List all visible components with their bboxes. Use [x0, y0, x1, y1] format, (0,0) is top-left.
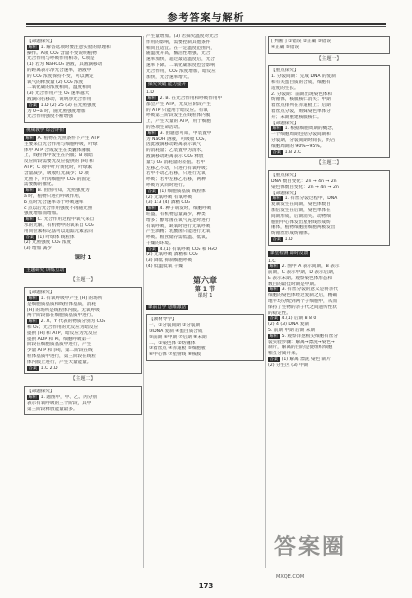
- text-line: 提供 [H] 和 ATP，暗反应为光反应: [27, 330, 98, 336]
- text-line: 干燥的环境。: [146, 240, 174, 246]
- text-line: 答案 1.D: [272, 236, 293, 242]
- text-line: a 时，植物只进行呼吸作用，: [24, 193, 84, 199]
- text-line: 【命题探究】: [27, 290, 55, 296]
- text-line: 加倍发生在后期，染色单体在: [271, 207, 331, 213]
- text-line: (1) 若为 NaHCO₃ 溶液，其液滴移动: [27, 62, 103, 68]
- page-title: 参考答案与解析: [167, 13, 245, 24]
- column-divider: [143, 36, 144, 568]
- text-line: 【教材导学】: [149, 317, 177, 323]
- text-line: (2) 无氧呼吸 酒精和 CO₂: [146, 252, 198, 258]
- text-line: 1.C: [268, 258, 276, 264]
- topic-heading: 【主题一】: [316, 55, 342, 62]
- column-3: [268, 34, 390, 569]
- text-block: [24, 136, 142, 252]
- text-line: 答案 (1) 叶绿体 线粒体: [25, 234, 75, 240]
- chapter-title: 第六章: [193, 275, 217, 285]
- topic-heading: 【主题二】: [316, 160, 342, 167]
- text-line: 1.D: [146, 90, 154, 96]
- text-line: 的各项生命活动。: [146, 124, 183, 130]
- text-line: 解析 1. 根据细胞周期的概念，: [272, 126, 337, 132]
- text-line: 的稳定性。: [268, 310, 291, 316]
- text-block: [149, 317, 261, 358]
- text-line: 两个阶段都在细胞质基质中进行。: [27, 313, 96, 319]
- text-line: ATP；C 项中叶片黄化时，叶绿素: [24, 164, 93, 170]
- text-line: 光合作用，CO₂ 浓度增加，暗反应: [146, 68, 216, 74]
- topic-heading: 【主题一】: [70, 277, 96, 284]
- answer-box: [24, 36, 142, 123]
- text-line: 速率下降。二氧化碳浓度也会影响: [146, 62, 215, 68]
- text-line: 的消耗量；乙装置中为清水，: [146, 148, 206, 154]
- answer-tag: 解析: [28, 395, 38, 401]
- text-line: 一个细胞周期包括分裂间期和: [271, 132, 331, 138]
- text-block: [27, 389, 139, 412]
- text-line: 光照下，叶肉细胞中 CO₂ 的固定: [24, 176, 91, 182]
- text-line: 产生量增加。(3) 若探究温度对光合: [146, 34, 219, 39]
- watermark-text: 答案圈: [274, 535, 347, 560]
- text-line: DNA 数目变化：2n → 4n → 2n: [271, 178, 337, 184]
- text-line: 是细胞质基质和线粒体基质，消耗: [27, 301, 96, 307]
- text-block: [27, 39, 139, 120]
- text-line: 因此液滴移动距离表示氧气: [146, 142, 202, 148]
- text-line: 主要来自光合作用与细胞呼吸，叶绿: [24, 141, 98, 147]
- text-line: 间期形成，后期消失。动物细: [271, 213, 331, 219]
- answer-box: [268, 170, 390, 246]
- answer-tag: 答案: [28, 365, 38, 371]
- text-line: 都会产生 ATP，光反应阶段产生: [146, 101, 211, 107]
- text-line: 答案 1.D (2) 25 (3) 在光照强度: [28, 102, 97, 108]
- text-line: 上，产生大量的 ATP，用于细胞: [146, 119, 211, 125]
- text-line: 量与 O₂ 消耗量的差值。若甲: [146, 159, 205, 165]
- answer-tag: 解析: [269, 264, 279, 270]
- text-line: 增多；酵母菌在氧气充足时进行: [146, 217, 211, 223]
- answer-tag: 解析: [28, 44, 38, 50]
- text-line: (3) 降低 抑制细胞呼吸: [146, 258, 193, 264]
- text-block: [271, 68, 387, 155]
- text-line: 解析 1. 有丝分裂过程中，DNA: [272, 196, 338, 202]
- text-block: [146, 90, 264, 270]
- text-line: 需要酶的催化。: [24, 182, 57, 188]
- text-line: 着丝点排列在赤道板上；后期: [271, 103, 331, 109]
- text-line: 答案 1.C 2.D: [28, 365, 58, 371]
- text-line: 【命题探究】: [271, 190, 299, 196]
- text-block: [27, 290, 139, 371]
- text-block: [268, 259, 390, 369]
- text-line: 呼吸；若甲左移乙右移，两种: [146, 177, 206, 183]
- text-line: 保持了生物的亲子代之间遗传性状: [268, 304, 337, 310]
- text-line: 光合作用与呼吸作用相等，C项是: [27, 56, 95, 62]
- text-line: b 点时光合速率等于呼吸速率: [24, 199, 84, 205]
- text-line: 旺盛，有机物总量减少，种类: [146, 211, 206, 217]
- answer-box: [268, 36, 390, 54]
- text-line: 答案 4.(1) 后期 8 8 0: [269, 316, 317, 322]
- text-line: 操作。A项 CO₂ 含量不变说明植物: [27, 50, 97, 56]
- text-line: 和有关蛋白质的合成，细胞有: [271, 79, 331, 85]
- text-line: 开；末期重建核膜核仁。: [271, 114, 322, 120]
- text-line: 的 ATP 只能用于暗反应。有氧: [146, 107, 208, 113]
- text-line: 解析 1. 题图中，甲、乙、丙分别: [28, 395, 97, 401]
- answer-tag: 解析: [269, 287, 279, 293]
- text-line: 液滴向右移动，说明净光合作用: [27, 96, 92, 102]
- text-line: 制片，解离的目的是使组织细胞: [268, 345, 333, 351]
- text-line: 加快，光合速率增大。: [146, 74, 192, 80]
- text-line: 解析 4. 种子萌发时，细胞呼吸: [147, 206, 212, 212]
- text-line: 用同位素标记法可以追踪元素去向: [24, 228, 93, 234]
- text-line: 裂实验步骤：解离→漂洗→染色→: [268, 339, 335, 345]
- header-rule-thin: [26, 26, 386, 27]
- text-line: 氧气的释放量 (2) CO₂ 浓度: [27, 79, 84, 85]
- answer-tag: 解析: [28, 319, 38, 325]
- text-block: [146, 34, 264, 80]
- text-line: ⑤前期 ⑥中期 ⑦后期 ⑧末期: [149, 334, 207, 340]
- text-line: (2) 光照强度 CO₂ 浓度: [24, 240, 72, 246]
- text-line: 产生酒精；乳酸菌只能进行无氧: [146, 229, 211, 235]
- text-line: 反应阶段需要光反应提供的 [H] 和: [24, 159, 94, 165]
- text-line: 纺锤体，核膜核仁消失；中期: [271, 97, 331, 103]
- text-line: 左移乙不动，只进行有氧呼吸；: [146, 165, 211, 171]
- section-heading: 探究突破 能力提升: [148, 82, 187, 88]
- text-line: 解析 5. 观察洋葱根尖细胞有丝分: [269, 333, 338, 339]
- text-line: 染色体数目变化：2n → 4n → 2n: [271, 184, 339, 190]
- text-block: [271, 173, 387, 243]
- text-line: 的 CO₂ 浓度保持不变，可以测定: [27, 73, 94, 79]
- text-line: 粒体基质中进行，第三阶段在线粒: [27, 354, 96, 360]
- text-line: 解析 A. 植物在光照条件下产生 ATP: [25, 135, 100, 141]
- text-line: 解析 C. 光合作用过程中氧气来自: [25, 217, 95, 223]
- text-line: 复制发生在间期，染色体数目: [271, 202, 331, 208]
- text-line: 速率加快，超过最适温度后，光合: [146, 57, 215, 63]
- text-line: 【重点探究】: [271, 173, 299, 179]
- text-line: 含量减少，吸收红光减少；D 项: [24, 170, 89, 176]
- answer-tag: 解析: [147, 95, 157, 101]
- text-line: 第三阶段释放能量最多。: [27, 406, 78, 412]
- text-line: 解析 B. 由图可知，光照强度为: [25, 188, 90, 194]
- text-line: 解析 1. 解答选项时要注意实验的原理和: [28, 44, 111, 50]
- watermark-stamp: [270, 520, 400, 582]
- answer-tag: 答案: [25, 234, 35, 240]
- text-line: 解析 3. 有丝分裂的意义是将亲代: [269, 287, 338, 293]
- column-2: [146, 34, 264, 569]
- text-line: 阶段在细胞质基质中进行，产生: [27, 342, 92, 348]
- text-line: 解析 3. 由题意可知，甲装置中: [147, 130, 212, 136]
- text-line: 2. 分裂期：前期出现染色体和: [271, 91, 332, 97]
- text-line: 1. 分裂间期：完成 DNA 的复制: [271, 74, 336, 80]
- text-line: 答案 (1) 解离 漂洗 染色 制片: [269, 357, 331, 363]
- text-line: 一、①分裂间期 ②分裂期: [149, 323, 201, 329]
- answer-tag: 解析: [269, 333, 279, 339]
- text-line: 呼吸方式同时进行。: [146, 182, 188, 188]
- text-line: 体中 ATP 合成发生在类囊体薄膜: [24, 147, 91, 153]
- answer-tag: 解析: [25, 217, 35, 223]
- text-line: 作用的影响，需要控制其他条件: [146, 39, 211, 45]
- text-line: 适度的生长。: [271, 85, 299, 91]
- text-line: 强度增加而增加。: [24, 211, 61, 217]
- text-line: 分裂期，分裂间期时间长，约占: [271, 137, 336, 143]
- answer-tag: 答案: [269, 357, 279, 363]
- text-line: 细胞周期的 90%~95%。: [271, 143, 325, 149]
- text-line: 为 0~a 时，随光照强度增加: [27, 108, 86, 114]
- text-line: 解析 2. 图中 A 表示间期，B 表示: [269, 264, 340, 270]
- text-line: 解析 2. B. 在光合作用和呼吸作用中: [147, 95, 223, 101]
- text-line: 体内膜上进行，产生大量能量。: [27, 359, 92, 365]
- text-line: c 点以后光合作用强度不再随光照: [24, 205, 93, 211]
- lesson-label: 课时 1: [197, 292, 213, 299]
- answer-tag: 解析: [272, 196, 282, 202]
- answer-tag: 解析: [25, 135, 35, 141]
- answer-box: [268, 65, 390, 158]
- text-line: 为 NaOH 溶液，可吸收 CO₂，: [146, 136, 210, 142]
- section-heading: 主题研究 讲练互动: [26, 267, 65, 273]
- text-line: 表示有氧呼吸的三个阶段，其中: [27, 400, 92, 406]
- text-line: 随温度升高，酶活性增强，光合: [146, 51, 211, 57]
- text-line: ⑥中心体 ⑦星射线 ⑧核膜: [149, 352, 202, 358]
- text-line: 解析 1. 有氧呼吸中产生 [H] 的场所: [28, 296, 103, 302]
- text-line: 答案 4.(1) 有氧呼吸 CO₂ 和 H₂O: [147, 246, 217, 252]
- text-line: (2) 4 (3) DNA 复制: [268, 322, 310, 328]
- answer-tag: 答案: [147, 188, 157, 194]
- text-line: 解析 2. X、Y 代表的物质分别为 CO₂: [28, 319, 106, 325]
- text-line: (4) 低温低氧 干燥: [146, 264, 183, 270]
- text-line: 呼吸第三阶段发生在线粒体内膜: [146, 113, 211, 119]
- page-header: [0, 0, 412, 36]
- answer-tag: 解析: [28, 296, 38, 302]
- text-line: 地平均分配到两个子细胞中，从而: [268, 299, 337, 305]
- text-line: 【重点探究】: [271, 68, 299, 74]
- text-line: (3) 光合作用产生 O₂ 速率越大: [27, 91, 90, 97]
- text-line: (3) 1:3 (4) 酒精 CO₂: [146, 200, 191, 206]
- text-line: (3) 增加 减少: [24, 246, 52, 252]
- column-1: [24, 34, 142, 569]
- watermark-url: MXQE.COM: [276, 574, 305, 580]
- text-line: 光合作用强度不断增强: [27, 114, 73, 120]
- section-heading: 课堂检测 即时反馈: [270, 250, 309, 256]
- answer-tag: 解析: [25, 188, 35, 194]
- text-line: 答案 1.B 2.C: [272, 149, 302, 155]
- answer-tag: 答案: [28, 102, 38, 108]
- text-line: 二氧化碳的浓度相同，温度相同: [27, 85, 92, 91]
- page-number: 173: [198, 582, 214, 590]
- text-line: [ 判断 ] ①错误 ②正确 ③错误: [271, 39, 331, 44]
- section-heading: 课前自学 思维激活: [148, 304, 187, 310]
- text-line: (2) 分生区 (3) 中期: [268, 362, 309, 368]
- text-line: 胞由中心体发出星射线形成纺: [271, 219, 331, 225]
- text-line: 着丝点分裂，姐妹染色单体分: [271, 108, 331, 114]
- topic-heading: 【主题二】: [70, 376, 96, 383]
- text-line: 少量 ATP 和 [H]，第二阶段在线: [27, 348, 93, 354]
- answer-box: [24, 386, 142, 415]
- text-line: 细胞的染色体经过复制之后，精确: [268, 293, 337, 299]
- text-line: 呼吸。粮食储存需低温、低氧、: [146, 235, 211, 241]
- text-line: 锤体，植物细胞由细胞两极发出: [271, 225, 336, 231]
- text-line: 【命题探究】: [271, 120, 299, 126]
- text-line: 纺锤丝形成纺锤体。: [271, 231, 313, 237]
- text-line: 若甲不动乙右移，只进行无氧: [146, 171, 206, 177]
- text-line: 和 O₂；光合作用的光反应为暗反应: [27, 325, 99, 331]
- header-rule: [26, 23, 386, 25]
- text-line: 答案 (1) 细胞质基质 线粒体: [147, 188, 206, 194]
- text-block: [271, 39, 387, 51]
- answer-tag: 答案: [147, 246, 157, 252]
- text-line: ③DNA 复制 ④蛋白质合成: [149, 329, 203, 335]
- answer-tag: 解析: [147, 206, 157, 212]
- text-line: 【命题探究】: [27, 39, 55, 44]
- text-line: (2) 无氧呼吸 有氧呼吸: [146, 194, 193, 200]
- text-line: 相互分离开来。: [268, 351, 301, 357]
- text-line: E 表示末期。观察染色体形态和: [268, 275, 333, 281]
- section-heading: 视频教学 综合评价: [26, 128, 65, 134]
- answer-tag: 解析: [147, 130, 157, 136]
- text-line: 液滴移动距离表示 CO₂ 释放: [146, 153, 204, 159]
- answer-tag: 解析: [272, 126, 282, 132]
- answer-tag: 答案: [269, 316, 279, 322]
- text-line: 有氧呼吸，缺氧时进行无氧呼吸: [146, 223, 211, 229]
- subchapter-title: 第 1 节: [194, 285, 216, 293]
- text-line: 上，线粒体中发生在内膜；B 项暗: [24, 153, 93, 159]
- text-line: ③着丝点 ④赤道板 ⑤细胞板: [149, 346, 206, 352]
- text-line: ④正确 ⑤错误: [271, 44, 300, 50]
- text-line: 5. 前期 中期 后期 末期: [268, 328, 315, 334]
- text-line: 【命题探究】: [27, 389, 55, 395]
- text-line: 相同且适宜。在一定温度范围内，: [146, 45, 215, 51]
- answer-tag: 答案: [272, 149, 282, 155]
- text-line: 提供 ADP 和 Pi。细胞呼吸第一: [27, 336, 91, 342]
- text-line: 前期，C 表示中期，D 表示后期，: [268, 270, 338, 276]
- lesson-label: 课时 1: [74, 254, 92, 261]
- answer-tag: 答案: [272, 236, 282, 242]
- text-line: [H] 的场所是线粒体内膜。无氧呼吸: [27, 307, 100, 313]
- text-line: 数目的最佳时期是中期。: [268, 281, 319, 287]
- answer-box: [24, 287, 142, 374]
- text-line: 的距离表示净光合速率，溶液中: [27, 67, 92, 73]
- answer-box: [146, 314, 264, 361]
- column-divider: [265, 36, 266, 568]
- text-line: 水的光解，有机物中的氧来自 CO₂: [24, 222, 94, 228]
- text-line: 二、①染色体 ②纺锤体: [149, 340, 196, 346]
